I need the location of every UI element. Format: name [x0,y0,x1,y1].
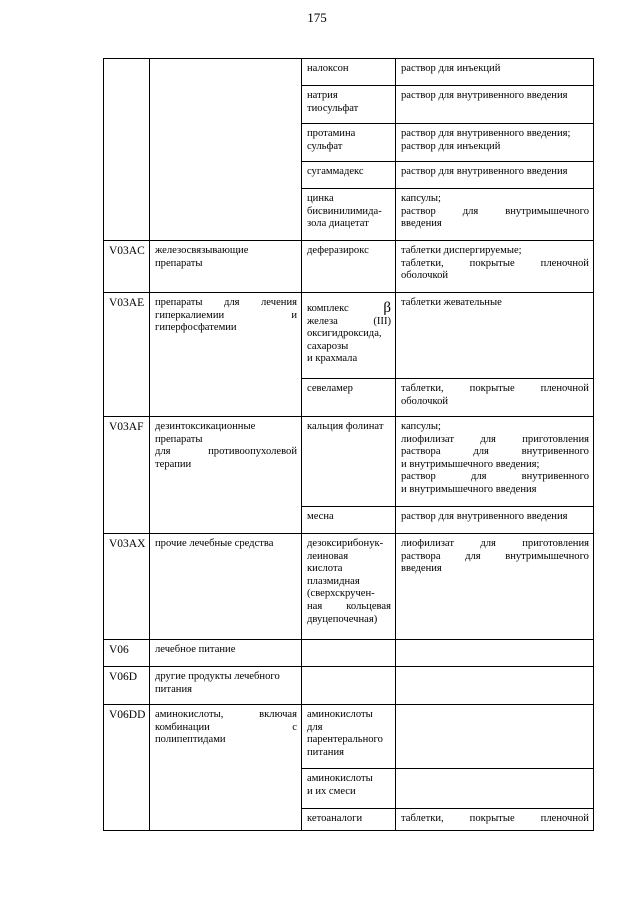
drug-cell [302,534,396,640]
drug-cell [302,59,396,86]
drug-cell [302,507,396,534]
dosage-form-line [401,434,589,447]
drug-name: натрия тиосульфат [307,90,359,114]
drug-cell [302,379,396,417]
atc-code: V06 [109,644,129,656]
dosage-form: капсулы; [401,193,441,204]
table-row [104,241,594,293]
drug-name-line [307,316,391,329]
dosage-form-word: приготовления [522,538,589,549]
code-cell [104,417,150,534]
drug-cell [302,124,396,162]
drug-name-line: плазмидная [307,575,360,587]
dosage-form-word: пленочной [540,813,589,824]
drug-name-line: питания [307,746,345,758]
dosage-form-word: покрытые [469,813,515,824]
dosage-form-word: раствор [401,471,436,483]
atc-code: V06D [109,671,138,683]
dosage-form: и внутримышечного введения; [401,458,540,470]
code-cell [104,534,150,640]
group-name: железосвязывающие препараты [155,245,249,269]
atc-code: V03AC [109,245,145,257]
drug-cell [302,667,396,705]
group-word: аминокислоты, [155,709,224,720]
form-cell [396,86,594,124]
drug-cell [302,809,396,831]
drug-cell [302,417,396,507]
dosage-form-word: внутривенного [521,446,589,458]
drug-name: протамина сульфат [307,128,356,152]
atc-code: V03AF [109,421,144,433]
dosage-form-word: раствора [401,550,441,562]
group-cell [150,241,302,293]
dosage-form: и внутримышечного введения [401,483,537,495]
dosage-form: оболочкой [401,395,449,407]
drug-cell [302,769,396,809]
form-cell [396,507,594,534]
dosage-form-word: пленочной [540,257,589,269]
form-cell [396,162,594,189]
page-number: 175 [307,10,327,25]
group-word: для [223,297,240,308]
group-cell [150,534,302,640]
group-cell [150,293,302,417]
table-row [104,293,594,379]
drug-name: налоксон [307,63,349,74]
dosage-form-word: таблетки, [401,383,444,394]
drug-name-line: для [307,721,323,733]
dosage-form-word: пленочной [540,383,589,394]
drug-name: сугаммадекс [307,166,364,177]
group-name-line [155,709,297,722]
drug-name: цинка [307,193,334,204]
dosage-form-line [401,258,589,271]
dosage-form-word: внутримышечного [505,205,589,217]
form-cell [396,769,594,809]
drug-name-line: аминокислоты [307,709,373,720]
drug-name: кетоаналоги [307,813,363,824]
form-cell [396,667,594,705]
drug-word: кольцевая [346,600,391,612]
form-cell [396,379,594,417]
drug-cell [302,241,396,293]
dosage-form-word: внутримышечного [505,550,589,562]
drug-cell [302,293,396,379]
drug-word: комплекс [307,303,349,314]
dosage-form-word: для [470,471,487,483]
dosage-form-word: таблетки, [401,257,444,269]
group-word: противоопухолевой [208,446,297,458]
dosage-form-line [401,471,589,484]
drug-word: (III) [373,315,391,327]
dosage-form: капсулы; [401,421,441,432]
dosage-form: таблетки диспергируемые; [401,245,522,256]
dosage-form: раствор для инъекций [401,63,501,74]
dosage-form-line [401,446,589,459]
group-name-line [155,446,297,459]
group-name-line: гиперфосфатемии [155,322,237,334]
drug-name-line: кислота [307,563,343,575]
dosage-form: раствор для внутривенного введения [401,90,568,101]
form-cell [396,809,594,831]
drug-cell [302,189,396,241]
form-cell [396,241,594,293]
group-word: и [291,309,297,321]
group-cell [150,705,302,831]
form-cell [396,293,594,379]
form-cell [396,640,594,667]
code-cell [104,241,150,293]
dosage-form-word: покрытые [469,257,515,269]
code-cell [104,59,150,241]
code-cell [104,705,150,831]
dosage-form-line [401,538,589,551]
drug-name-line: дезоксирибонук- [307,538,384,549]
group-word: лечения [261,297,297,308]
code-cell [104,293,150,417]
table-row [104,59,594,86]
dosage-form-word: для [480,433,496,445]
table-row [104,417,594,507]
group-name-line [155,722,297,735]
table-row [104,667,594,705]
drug-name-line: парентерального [307,734,383,746]
drug-name-line: двуцепочечная) [307,613,378,625]
dosage-form-word: покрытые [469,383,515,394]
form-cell [396,124,594,162]
atc-code: V03AX [109,538,146,550]
form-cell [396,417,594,507]
group-cell [150,417,302,534]
group-word: комбинации [155,721,210,733]
drug-cell [302,86,396,124]
dosage-form-word: лиофилизат [401,538,454,549]
group-cell [150,59,302,241]
form-cell [396,705,594,769]
drug-name-line: и крахмала [307,353,358,365]
drug-cell [302,705,396,769]
drug-name-line: леиновая [307,550,349,562]
dosage-form-word: приготовления [522,433,589,445]
dosage-form: раствор для внутривенного введения; [401,128,571,139]
drug-name-line: оксигидроксида, [307,328,382,340]
drug-name: деферазирокс [307,245,369,256]
drug-name-line: аминокислоты [307,773,373,784]
group-cell [150,640,302,667]
group-word: для [155,446,171,458]
dosage-form-word: для [465,550,481,562]
group-name-line [155,310,297,323]
drug-name-line: и их смеси [307,785,356,797]
code-cell [104,667,150,705]
dosage-form-line [401,206,589,219]
group-word: гиперкалиемии [155,309,225,321]
beta-symbol: β [383,300,391,316]
dosage-form-word: раствор [401,205,436,217]
dosage-form: раствор для внутривенного введения [401,511,568,522]
dosage-form-word: для [473,446,489,458]
dosage-form: оболочкой [401,270,449,282]
form-cell [396,534,594,640]
group-word: с [292,721,297,733]
drug-name: зола диацетат [307,218,369,230]
dosage-form-line [401,551,589,564]
group-name-line: препараты [155,433,203,445]
drug-name-line [307,601,391,614]
form-cell [396,189,594,241]
dosage-form-line [401,813,589,826]
drug-name: кальция фолинат [307,421,384,432]
dosage-form-word: лиофилизат [401,433,454,445]
form-cell [396,59,594,86]
table-row [104,640,594,667]
dosage-form: введения [401,563,442,575]
drug-name-line: сахарозы [307,340,349,352]
atc-code: V06DD [109,709,146,721]
dosage-form: таблетки жевательные [401,297,502,308]
group-name: другие продукты лечебного питания [155,671,280,695]
table-row [104,705,594,769]
dosage-form-word: таблетки, [401,813,444,824]
drug-name: месна [307,511,334,522]
dosage-form: раствор для инъекций [401,140,501,152]
code-cell [104,640,150,667]
drug-word: ная [307,600,323,612]
group-name-line [155,297,297,310]
group-name: прочие лечебные средства [155,538,274,549]
drug-cell [302,162,396,189]
drug-table [103,58,594,831]
group-name-line: полипептидами [155,734,226,746]
dosage-form-word: раствора [401,446,441,458]
dosage-form: введения [401,218,442,230]
atc-code: V03AE [109,297,145,309]
drug-name: бисвинилимида- [307,205,382,217]
group-name-line: терапии [155,458,192,470]
table-row [104,534,594,640]
group-word: включая [259,709,297,720]
drug-name-line: (сверхскручен- [307,588,375,600]
drug-name: севеламер [307,383,353,394]
drug-word: железа [307,315,338,327]
group-cell [150,667,302,705]
dosage-form-word: внутривенного [521,471,589,483]
dosage-form-word: для [462,205,479,217]
drug-cell [302,640,396,667]
dosage-form-line [401,383,589,396]
group-name: лечебное питание [155,644,236,655]
drug-name-line [307,300,391,316]
group-word: препараты [155,297,203,308]
dosage-form: раствор для внутривенного введения [401,166,568,177]
dosage-form-word: для [480,538,496,549]
group-name-line: дезинтоксикационные [155,421,256,432]
